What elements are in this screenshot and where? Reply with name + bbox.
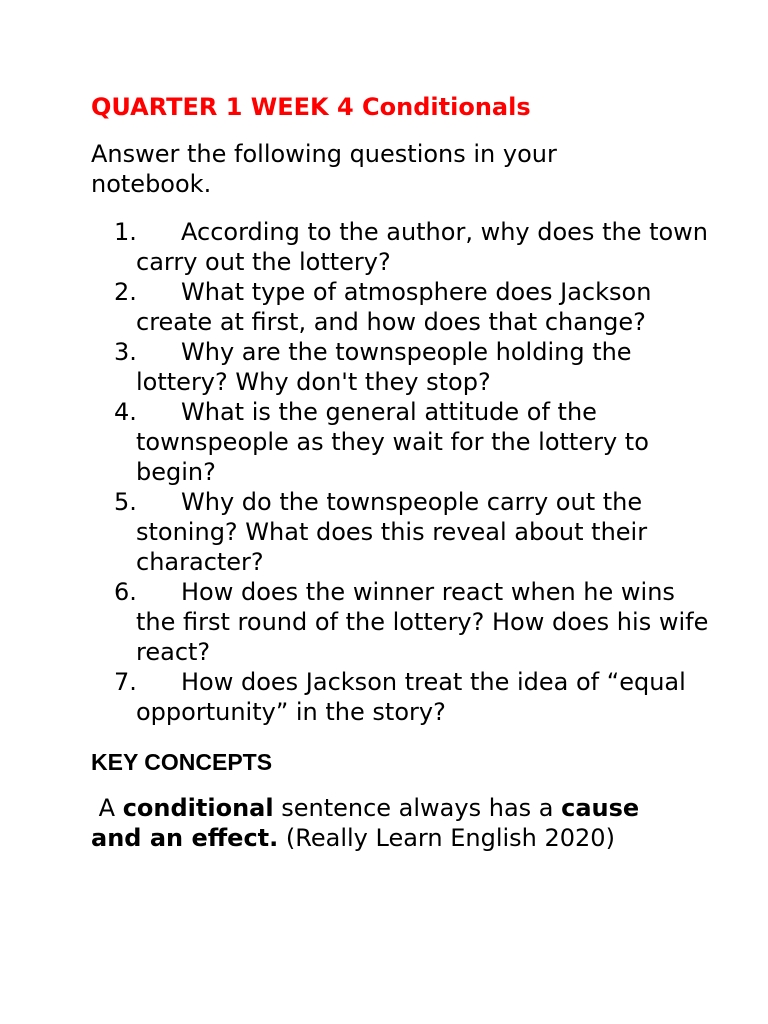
- question-text: Why are the townspeople holding the lottery? Why don't they stop?: [136, 338, 632, 396]
- question-number: 5.: [114, 488, 137, 516]
- page-title: QUARTER 1 WEEK 4 Conditionals: [91, 93, 531, 121]
- question-text: What is the general attitude of the townspeople as they wait for the lottery to begin?: [136, 398, 649, 486]
- concept-citation: (Really Learn English 2020): [278, 824, 615, 852]
- question-item: [91, 217, 716, 277]
- question-item: [91, 337, 716, 397]
- concept-text-part: A: [98, 794, 123, 822]
- question-text: Why do the townspeople carry out the stoning? What does this reveal about their character?: [136, 488, 648, 576]
- question-text: According to the author, why does the town carry out the lottery?: [136, 218, 709, 276]
- concept-text-part: sentence always has a: [273, 794, 562, 822]
- question-text: How does Jackson treat the idea of “equal opportunity” in the story?: [136, 668, 686, 726]
- concept-bold-term: conditional: [122, 794, 274, 822]
- question-number: 1.: [114, 218, 137, 246]
- question-number: 2.: [114, 278, 137, 306]
- question-number: 7.: [114, 668, 137, 696]
- concept-bold-term: cause and an effect.: [91, 794, 640, 852]
- key-concepts-heading: KEY CONCEPTS: [91, 749, 273, 775]
- question-text: How does the winner react when he wins the first round of the lottery? How does his wife react?: [136, 578, 709, 666]
- question-item: [91, 277, 716, 337]
- questions-list: [91, 217, 768, 727]
- key-concept-paragraph: [91, 793, 681, 853]
- instructions-text: Answer the following questions in your notebook.: [91, 140, 557, 198]
- question-number: 3.: [114, 338, 137, 366]
- question-item: [91, 397, 716, 487]
- question-item: [91, 577, 716, 667]
- question-number: 6.: [114, 578, 137, 606]
- question-text: What type of atmosphere does Jackson create at first, and how does that change?: [136, 278, 652, 336]
- question-number: 4.: [114, 398, 137, 426]
- question-item: [91, 667, 716, 727]
- question-item: [91, 487, 716, 577]
